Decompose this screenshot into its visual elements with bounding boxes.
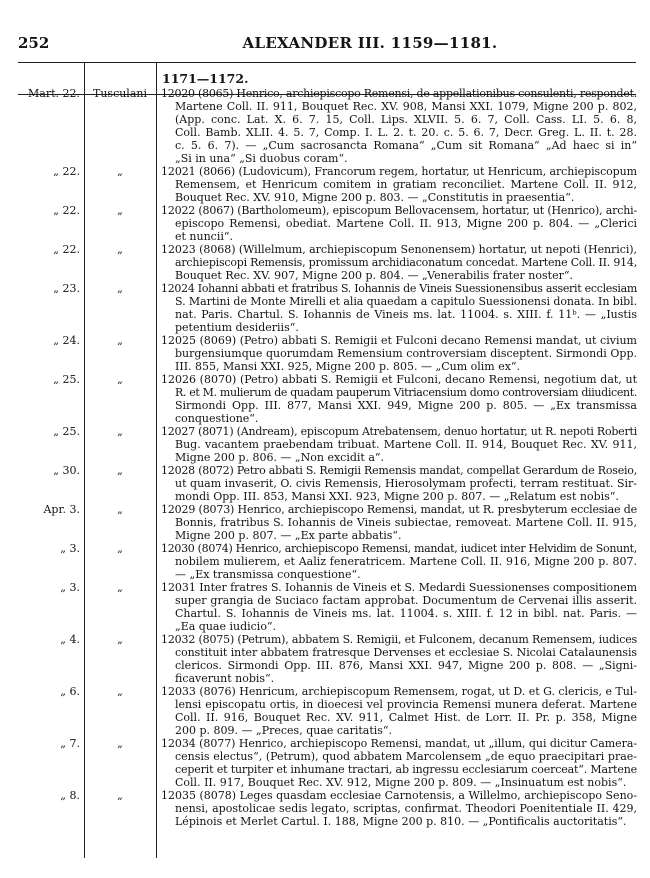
- entry-text: [161, 503, 637, 542]
- entry-line: 12029 (8073) Henrico, archiepiscopo Remensi, mandat, ut R. presbyterum ecclesiae de: [161, 503, 637, 516]
- entry-place: „: [117, 282, 123, 295]
- running-header: [0, 34, 650, 54]
- entry-text: [161, 425, 637, 464]
- entry-line: burgensiumque quorumdam Remensium controversiam disceptent. Sirmondi Opp.: [175, 347, 637, 360]
- entry-text: [161, 282, 637, 334]
- entry-place: „: [117, 633, 123, 646]
- entry-line: nobilem mulierem, et Aaliz feneratricem. Martene Coll. II. 916, Migne 200 p. 807.: [175, 555, 637, 568]
- entry-date: „ 22.: [53, 243, 80, 256]
- entry-text: [161, 685, 637, 737]
- entry-line: constituit inter abbatem fratresque Dervenses et ecclesiae S. Nicolai Catalaunensis: [175, 646, 637, 659]
- entry-date: „ 7.: [60, 737, 80, 750]
- entry-text: [161, 373, 637, 425]
- entry-text: [161, 789, 637, 828]
- entry-line: episcopo Remensi, obediat. Martene Coll. II. 913, Migne 200 p. 804. — „Clerici: [175, 217, 637, 230]
- entry-text: [161, 87, 637, 165]
- entry-line: 12023 (8068) (Willelmum, archiepiscopum Senonensem) hortatur, ut nepoti (Henrici),: [161, 243, 637, 256]
- entry-date: „ 6.: [60, 685, 80, 698]
- entry-line: Coll. Bamb. XLII. 4. 5. 7, Comp. I. L. 2. t. 20. c. 5. 6. 7, Decr. Greg. L. II. t. 28.: [175, 126, 637, 139]
- entry-place: „: [117, 789, 123, 802]
- entry-line: S. Martini de Monte Mirelli et alia quaedam a capitulo Suessionensi donata. In bibl.: [175, 295, 637, 308]
- entry-line: ceperit et turpiter et inhumane tractari, ab ingressu ecclesiarum coerceat“. Martene: [175, 763, 637, 776]
- entry-date: „ 3.: [60, 542, 80, 555]
- entry-line: Bouquet Rec. XV. 907, Migne 200 p. 804. — „Venerabilis frater noster“.: [175, 269, 573, 282]
- entry-line: 200 p. 809. — „Preces, quae caritatis“.: [175, 724, 393, 737]
- entry-date: „ 25.: [53, 373, 80, 386]
- entry-date: „ 8.: [60, 789, 80, 802]
- entry-line: super grangia de Suciaco factam approbat. Documentum de Cervenai illis asserit.: [175, 594, 637, 607]
- entry-date: „ 4.: [60, 633, 80, 646]
- entry-line: 12031 Inter fratres S. Iohannis de Vineis et S. Medardi Suessionenses compositionem: [161, 581, 637, 594]
- entry-line: nat. Paris. Chartul. S. Iohannis de Vineis ms. lat. 11004. s. XIII. f. 11ᵇ. — „Iustis: [175, 308, 637, 321]
- entry-line: Migne 200 p. 807. — „Ex parte abbatis“.: [175, 529, 402, 542]
- entry-line: Sirmondi Opp. III. 877, Mansi XXI. 949, Migne 200 p. 805. — „Ex transmissa: [175, 399, 637, 412]
- entry-line: c. 5. 6. 7). — „Cum sacrosancta Romana“ „Cum sit Romana“ „Ad haec si in“: [175, 139, 637, 152]
- entry-text: [161, 542, 637, 581]
- entry-line: mondi Opp. III. 853, Mansi XXI. 923, Migne 200 p. 807. — „Relatum est nobis“.: [175, 490, 619, 503]
- page-number: 252: [18, 34, 50, 52]
- entry-line: ficaverunt nobis“.: [175, 672, 275, 685]
- entry-text: [161, 165, 637, 204]
- entry-line: 12025 (8069) (Petro) abbati S. Remigii et Fulconi decano Remensi mandat, ut civium: [161, 334, 637, 347]
- entry-line: 12024 Iohanni abbati et fratribus S. Iohannis de Vineis Suessionensibus asserit ecclesiam: [161, 282, 638, 295]
- entry-line: petentium desideriis“.: [175, 321, 299, 334]
- entry-line: R. et M. mulierum de quadam pauperum Vitriacensium domo controversiam diiudicent.: [175, 386, 637, 399]
- entry-line: ut quam invaserit, O. civis Remensis, Hierosolymam profecti, terram restituat. Sir-: [175, 477, 637, 490]
- entry-place: „: [117, 425, 123, 438]
- entry-line: 12033 (8076) Henricum, archiepiscopum Remensem, rogat, ut D. et G. clericis, e Tul-: [161, 685, 637, 698]
- entry-place: „: [117, 542, 123, 555]
- entry-place: „: [117, 373, 123, 386]
- entry-text: [161, 204, 637, 243]
- entry-text: [161, 633, 637, 685]
- entry-line: III. 855, Mansi XXI. 925, Migne 200 p. 805. — „Cum olim ex“.: [175, 360, 521, 373]
- column-divider-date: [84, 63, 85, 858]
- entry-line: 12030 (8074) Henrico, archiepiscopo Remensi, mandat, iudicet inter Helvidim de Sonunt,: [161, 542, 637, 555]
- header-rule: [18, 62, 636, 63]
- entry-place: „: [117, 334, 123, 347]
- entry-text: [161, 581, 637, 633]
- entry-text: [161, 243, 637, 282]
- entry-line: — „Ex transmissa conquestione“.: [175, 568, 361, 581]
- entry-date: „ 22.: [53, 204, 80, 217]
- entry-date: „ 23.: [53, 282, 80, 295]
- entry-line: „Si in una“ „Si duobus coram“.: [175, 152, 348, 165]
- entry-line: lensi episcopatu ortis, in dioecesi vel provincia Remensi munera deferat. Martene: [175, 698, 637, 711]
- entry-date: „ 3.: [60, 581, 80, 594]
- entry-line: clericos. Sirmondi Opp. III. 876, Mansi XXI. 947, Migne 200 p. 808. — „Signi-: [175, 659, 637, 672]
- entry-line: Migne 200 p. 806. — „Non excidit a“.: [175, 451, 384, 464]
- entry-place: „: [117, 685, 123, 698]
- entry-date: Apr. 3.: [43, 503, 80, 516]
- column-divider-place: [156, 63, 157, 858]
- entry-line: Bouquet Rec. XV. 910, Migne 200 p. 803. — „Constitutis in praesentia“.: [175, 191, 575, 204]
- entry-place: „: [117, 243, 123, 256]
- entry-line: 12032 (8075) (Petrum), abbatem S. Remigii, et Fulconem, decanum Remensem, iudices: [161, 633, 638, 646]
- entry-place: „: [117, 737, 123, 750]
- entry-line: Coll. II. 917, Bouquet Rec. XV. 912, Migne 200 p. 809. — „Insinuatum est nobis“.: [175, 776, 627, 789]
- entry-text: [161, 464, 637, 503]
- entry-line: censis electus“, (Petrum), quod abbatem Marcolensem „de equo praecipitari prae-: [175, 750, 637, 763]
- entry-place: „: [117, 464, 123, 477]
- entry-line: „Ea quae iudicio“.: [175, 620, 277, 633]
- entry-line: et nuncii“.: [175, 230, 233, 243]
- entry-line: Coll. II. 916, Bouquet Rec. XV. 911, Calmet Hist. de Lorr. II. Pr. p. 358, Migne: [175, 711, 637, 724]
- entry-line: Bug. vacantem praebendam tribuat. Martene Coll. II. 914, Bouquet Rec. XV. 911,: [175, 438, 637, 451]
- entry-text: [161, 334, 637, 373]
- entry-place: „: [117, 581, 123, 594]
- entry-place: „: [117, 503, 123, 516]
- entry-place: „: [117, 204, 123, 217]
- entry-line: (App. conc. Lat. X. 6. 7. 15, Coll. Lips. XLVII. 5. 6. 7, Coll. Cass. LI. 5. 6. 8,: [175, 113, 637, 126]
- entry-place: Tusculani: [93, 87, 147, 100]
- entry-line: 12028 (8072) Petro abbati S. Remigii Remensis mandat, compellat Gerardum de Roseio,: [161, 464, 638, 477]
- entry-line: 12022 (8067) (Bartholomeum), episcopum Bellovacensem, hortatur, ut (Henrico), archi-: [161, 204, 638, 217]
- entry-date: „ 30.: [53, 464, 80, 477]
- entry-line: 12026 (8070) (Petro) abbati S. Remigii et Fulconi, decano Remensi, negotium dat, ut: [161, 373, 637, 386]
- entry-line: 12027 (8071) (Andream), episcopum Atrebatensem, denuo hortatur, ut R. nepoti Roberti: [161, 425, 637, 438]
- entry-line: nensi, apostolicae sedis legato, scriptas, confirmat. Theodori Poenitentiale II. 429,: [175, 802, 637, 815]
- entry-line: conquestione“.: [175, 412, 259, 425]
- entry-line: Martene Coll. II. 911, Bouquet Rec. XV. 908, Mansi XXI. 1079, Migne 200 p. 802,: [175, 100, 637, 113]
- entry-line: 12035 (8078) Leges quasdam ecclesiae Carnotensis, a Willelmo, archiepiscopo Seno-: [161, 789, 637, 802]
- entry-line: Lépinois et Merlet Cartul. I. 188, Migne 200 p. 810. — „Pontificalis auctoritatis“.: [175, 815, 627, 828]
- running-title: ALEXANDER III. 1159—1181.: [242, 34, 498, 52]
- entry-date: „ 24.: [53, 334, 80, 347]
- entry-line: Bonnis, fratribus S. Iohannis de Vineis subiectae, removeat. Martene Coll. II. 915,: [175, 516, 637, 529]
- entry-line: 12020 (8065) Henrico, archiepiscopo Remensi, de appellationibus consulenti, respondet.: [161, 87, 638, 100]
- entry-place: „: [117, 165, 123, 178]
- entry-line: archiepiscopi Remensis, promissum archidiaconatum concedat. Martene Coll. II. 914,: [175, 256, 637, 269]
- entry-line: 12021 (8066) (Ludovicum), Francorum regem, hortatur, ut Henricum, archiepiscopum: [161, 165, 637, 178]
- entry-date: „ 22.: [53, 165, 80, 178]
- entry-date: „ 25.: [53, 425, 80, 438]
- section-title: 1171—1172.: [162, 71, 249, 86]
- entry-date: Mart. 22.: [28, 87, 80, 100]
- entry-text: [161, 737, 637, 789]
- entry-line: Chartul. S. Iohannis de Vineis ms. lat. 11004. s. XIII. f. 12 in bibl. nat. Paris. —: [175, 607, 637, 620]
- entry-line: Remensem, et Henricum comitem in gratiam reconciliet. Martene Coll. II. 912,: [175, 178, 637, 191]
- entry-line: 12034 (8077) Henrico, archiepiscopo Remensi, mandat, ut „illum, qui dicitur Camera-: [161, 737, 637, 750]
